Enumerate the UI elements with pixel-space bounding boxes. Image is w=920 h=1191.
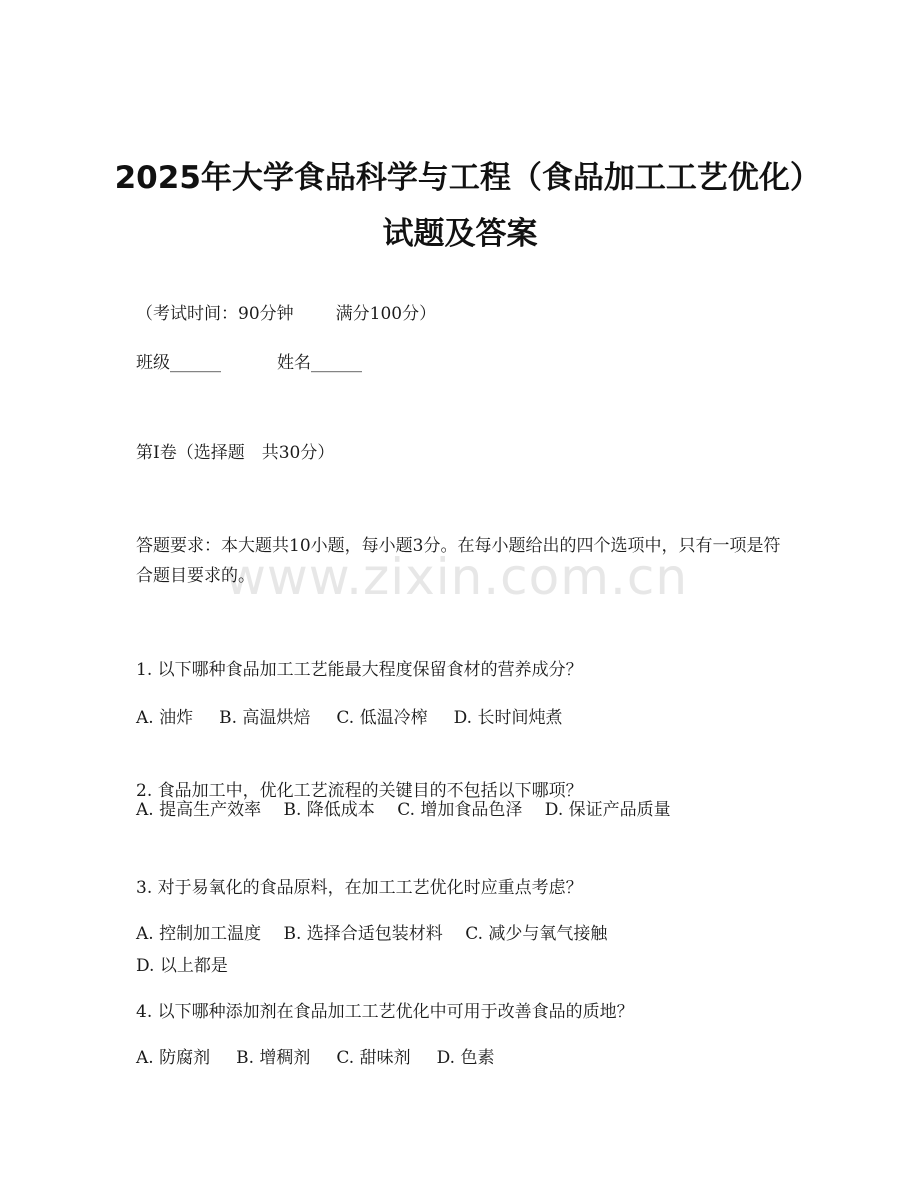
option-d[interactable]: D. 色素 <box>436 1048 495 1068</box>
option-d[interactable]: D. 长时间炖煮 <box>453 708 563 728</box>
question-3-option-d[interactable]: D. 以上都是 <box>136 956 228 976</box>
option-c[interactable]: C. 甜味剂 <box>336 1048 411 1068</box>
exam-time: （考试时间：90分钟 <box>136 304 294 324</box>
question-2-stem: 2. 食品加工中，优化工艺流程的关键目的不包括以下哪项？ <box>136 781 583 801</box>
option-c[interactable]: C. 低温冷榨 <box>336 708 428 728</box>
question-1-options <box>136 706 562 730</box>
question-3-options-row[interactable]: A. 控制加工温度 B. 选择合适包装材料 C. 减少与氧气接触 <box>136 924 608 944</box>
exam-info-line <box>136 302 436 326</box>
option-b[interactable]: B. 高温烘焙 <box>219 708 311 728</box>
question-3-stem: 3. 对于易氧化的食品原料，在加工工艺优化时应重点考虑？ <box>136 878 583 898</box>
question-4-options <box>136 1046 494 1070</box>
exam-score: 满分100分） <box>335 304 437 324</box>
section-title: 第I卷（选择题 共30分） <box>136 443 335 463</box>
option-b[interactable]: B. 增稠剂 <box>236 1048 311 1068</box>
name-field[interactable]: 姓名______ <box>277 353 362 373</box>
option-a[interactable]: A. 油炸 <box>136 708 194 728</box>
instructions: 答题要求：本大题共10小题，每小题3分。在每小题给出的四个选项中，只有一项是符合题目要求的。 <box>136 536 781 586</box>
watermark: www.zixin.com.cn <box>225 548 689 606</box>
student-fields-line <box>136 351 362 375</box>
class-field[interactable]: 班级______ <box>136 353 221 373</box>
option-a[interactable]: A. 防腐剂 <box>136 1048 211 1068</box>
question-1-stem: 1. 以下哪种食品加工工艺能最大程度保留食材的营养成分？ <box>136 660 583 680</box>
question-4-stem: 4. 以下哪种添加剂在食品加工工艺优化中可用于改善食品的质地？ <box>136 1002 634 1022</box>
question-2-options[interactable]: A. 提高生产效率 B. 降低成本 C. 增加食品色泽 D. 保证产品质量 <box>136 800 671 820</box>
page-title: 2025年大学食品科学与工程（食品加工工艺优化）试题及答案 <box>114 160 806 252</box>
